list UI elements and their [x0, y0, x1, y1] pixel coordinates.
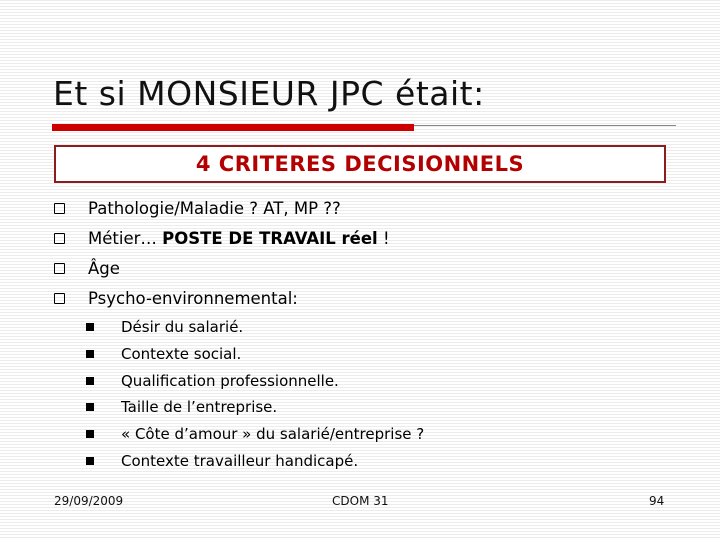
- sub-bullet-item: [86, 318, 243, 336]
- sub-bullet-item: [86, 372, 339, 390]
- page-number: 94: [649, 494, 665, 508]
- bullet-text: Âge: [88, 259, 120, 278]
- hollow-square-bullet-icon: [54, 293, 65, 304]
- bullet-bold-text: POSTE DE TRAVAIL réel: [162, 229, 378, 248]
- slide-title: Et si MONSIEUR JPC était:: [53, 74, 485, 113]
- sub-bullet-text: « Côte d’amour » du salarié/entreprise ?: [121, 425, 425, 443]
- sub-bullet-item: [86, 425, 424, 443]
- sub-bullet-item: [86, 452, 358, 470]
- bullet-item: [54, 199, 341, 218]
- hollow-square-bullet-icon: [54, 203, 65, 214]
- bullet-item: [54, 229, 390, 248]
- filled-square-bullet-icon: [86, 350, 94, 358]
- bullet-text: Métier… POSTE DE TRAVAIL réel !: [88, 229, 390, 248]
- sub-bullet-text: Qualification professionnelle.: [121, 372, 339, 390]
- filled-square-bullet-icon: [86, 403, 94, 411]
- boxed-heading-text: 4 CRITERES DECISIONNELS: [195, 152, 525, 176]
- bullet-item: [54, 259, 120, 278]
- filled-square-bullet-icon: [86, 323, 94, 331]
- bullet-item: [54, 289, 298, 308]
- filled-square-bullet-icon: [86, 377, 94, 385]
- filled-square-bullet-icon: [86, 430, 94, 438]
- boxed-heading: [54, 145, 666, 183]
- sub-bullet-text: Contexte social.: [121, 345, 242, 363]
- filled-square-bullet-icon: [86, 457, 94, 465]
- bullet-text: Psycho-environnemental:: [88, 289, 298, 308]
- sub-bullet-item: [86, 345, 241, 363]
- sub-bullet-text: Contexte travailleur handicapé.: [121, 452, 359, 470]
- title-underline-gray: [414, 125, 676, 126]
- footer-center: CDOM 31: [332, 494, 389, 508]
- sub-bullet-text: Taille de l’entreprise.: [121, 398, 278, 416]
- footer-date: 29/09/2009: [54, 494, 124, 508]
- sub-bullet-item: [86, 398, 277, 416]
- hollow-square-bullet-icon: [54, 263, 65, 274]
- bullet-text: Pathologie/Maladie ? AT, MP ??: [88, 199, 341, 218]
- title-underline-red: [52, 124, 414, 131]
- hollow-square-bullet-icon: [54, 233, 65, 244]
- sub-bullet-text: Désir du salarié.: [121, 318, 244, 336]
